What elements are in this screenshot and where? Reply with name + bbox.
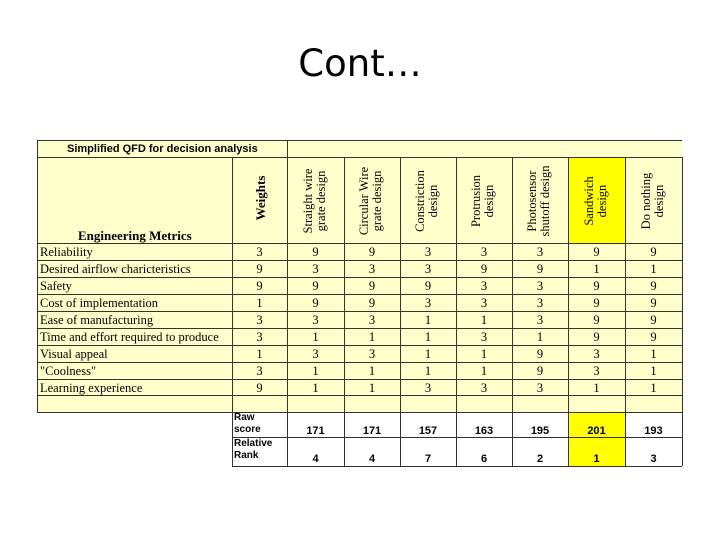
weight-value: 9 xyxy=(256,279,263,293)
metric-label: Desired airflow charicteristics xyxy=(40,262,191,276)
grid-line xyxy=(37,412,682,413)
score-cell: 9 xyxy=(650,330,657,344)
metric-label: Learning experience xyxy=(40,381,143,395)
score-cell: 9 xyxy=(368,279,376,293)
score-cell: 3 xyxy=(536,245,544,259)
design-header-line: Sandwich xyxy=(581,176,596,226)
score-cell: 9 xyxy=(650,296,657,310)
weight-value: 1 xyxy=(256,296,263,310)
score-cell: 3 xyxy=(424,381,432,395)
score-cell: 3 xyxy=(593,347,600,361)
score-cell: 1 xyxy=(368,381,376,395)
rank-value: 3 xyxy=(650,453,657,465)
score-cell: 1 xyxy=(312,330,319,344)
score-cell: 1 xyxy=(536,330,544,344)
raw-score-value: 171 xyxy=(362,425,382,437)
metric-label: "Coolness" xyxy=(40,364,97,378)
label-line: Raw xyxy=(234,412,255,423)
score-cell: 9 xyxy=(593,313,600,327)
score-cell: 1 xyxy=(312,364,319,378)
metric-label: Safety xyxy=(40,279,72,293)
weight-value: 9 xyxy=(256,381,263,395)
metric-label: Cost of implementation xyxy=(40,296,159,310)
score-cell: 1 xyxy=(480,313,488,327)
score-cell: 3 xyxy=(593,364,600,378)
label-line: score xyxy=(234,424,261,435)
score-cell: 3 xyxy=(312,313,319,327)
score-cell: 9 xyxy=(536,347,544,361)
score-cell: 9 xyxy=(650,313,657,327)
grid-line xyxy=(37,140,682,141)
score-cell: 1 xyxy=(650,364,657,378)
design-header-line: Straight wire xyxy=(300,168,315,234)
score-cell: 3 xyxy=(536,313,544,327)
design-header-line: design xyxy=(482,184,496,218)
score-cell: 1 xyxy=(480,347,488,361)
table-caption: Simplified QFD for decision analysis xyxy=(67,143,258,155)
score-cell: 9 xyxy=(650,279,657,293)
design-header-line: Circular Wire xyxy=(357,166,371,236)
score-cell: 1 xyxy=(480,364,488,378)
design-header xyxy=(583,160,611,242)
design-header xyxy=(470,160,498,242)
score-cell: 9 xyxy=(312,279,319,293)
metric-label: Ease of manufacturing xyxy=(40,313,154,327)
score-cell: 3 xyxy=(312,347,319,361)
score-cell: 3 xyxy=(480,296,488,310)
grid-line xyxy=(232,466,682,467)
design-header xyxy=(640,160,668,242)
grid-line xyxy=(37,157,682,158)
score-cell: 1 xyxy=(650,262,657,276)
score-cell: 9 xyxy=(593,330,600,344)
raw-score-value: 163 xyxy=(474,425,494,437)
label-line: Rank xyxy=(234,450,259,461)
score-cell: 3 xyxy=(480,245,488,259)
score-cell: 3 xyxy=(424,245,432,259)
rank-value: 1 xyxy=(593,453,600,465)
score-cell: 9 xyxy=(536,262,544,276)
score-cell: 3 xyxy=(424,296,432,310)
metric-label: Reliability xyxy=(40,245,93,259)
score-cell: 9 xyxy=(480,262,488,276)
score-cell: 9 xyxy=(536,364,544,378)
design-header-line: design xyxy=(651,184,666,218)
weight-value: 3 xyxy=(256,245,263,259)
weight-value: 1 xyxy=(256,347,263,361)
raw-score-value: 201 xyxy=(587,425,606,437)
score-cell: 9 xyxy=(368,245,376,259)
rank-value: 2 xyxy=(536,453,544,465)
grid-line xyxy=(37,140,38,412)
score-cell: 9 xyxy=(368,296,376,310)
rank-value: 6 xyxy=(480,453,488,465)
raw-score-value: 171 xyxy=(306,425,325,437)
score-cell: 9 xyxy=(593,245,600,259)
score-cell: 1 xyxy=(593,262,600,276)
design-header-line: Constriction xyxy=(413,170,427,232)
relative-rank-label xyxy=(234,438,272,462)
weight-value: 3 xyxy=(256,330,263,344)
rank-value: 7 xyxy=(424,453,432,465)
slide-title: Cont… xyxy=(298,42,422,85)
score-cell: 3 xyxy=(536,296,544,310)
design-header-line: grate design xyxy=(313,170,328,232)
score-cell: 3 xyxy=(368,347,376,361)
weight-value: 3 xyxy=(256,364,263,378)
score-cell: 1 xyxy=(650,381,657,395)
rank-value: 4 xyxy=(368,453,376,465)
weights-header: Weights xyxy=(252,175,268,221)
design-header xyxy=(302,160,330,242)
label-line: Relative xyxy=(234,438,273,449)
design-header-line: grate design xyxy=(370,170,384,232)
score-cell: 9 xyxy=(312,296,319,310)
design-header xyxy=(358,160,386,242)
score-cell: 1 xyxy=(424,347,432,361)
score-cell: 3 xyxy=(312,262,319,276)
grid-line xyxy=(232,437,682,438)
design-header-line: Photosensor xyxy=(525,170,539,232)
score-cell: 1 xyxy=(650,347,657,361)
score-cell: 3 xyxy=(424,262,432,276)
raw-score-value: 193 xyxy=(644,425,663,437)
design-header-line: shutoff design xyxy=(538,165,552,237)
score-cell: 1 xyxy=(593,381,600,395)
design-header-line: Protrusion xyxy=(469,174,483,228)
design-header-line: design xyxy=(426,184,440,218)
score-cell: 1 xyxy=(312,381,319,395)
score-cell: 9 xyxy=(424,279,432,293)
score-cell: 1 xyxy=(368,364,376,378)
design-header xyxy=(414,160,442,242)
score-cell: 9 xyxy=(593,296,600,310)
weight-value: 3 xyxy=(256,313,263,327)
raw-score-value: 195 xyxy=(530,425,550,437)
score-cell: 1 xyxy=(368,330,376,344)
grid-line xyxy=(682,412,683,466)
raw-score-value: 157 xyxy=(418,425,438,437)
design-header xyxy=(526,160,554,242)
score-cell: 1 xyxy=(424,313,432,327)
metric-label: Time and effort required to produce xyxy=(40,330,219,344)
score-cell: 1 xyxy=(424,364,432,378)
rank-value: 4 xyxy=(312,453,319,465)
design-header-line: design xyxy=(594,184,609,218)
score-cell: 3 xyxy=(480,381,488,395)
score-cell: 3 xyxy=(536,381,544,395)
weight-value: 9 xyxy=(256,262,263,276)
score-cell: 3 xyxy=(480,330,488,344)
score-cell: 3 xyxy=(536,279,544,293)
metrics-header: Engineering Metrics xyxy=(78,228,192,243)
score-cell: 3 xyxy=(368,313,376,327)
score-cell: 9 xyxy=(312,245,319,259)
score-cell: 3 xyxy=(480,279,488,293)
score-cell: 3 xyxy=(368,262,376,276)
score-cell: 9 xyxy=(593,279,600,293)
design-header-line: Do nothing xyxy=(638,172,653,230)
score-cell: 9 xyxy=(650,245,657,259)
score-cell: 1 xyxy=(424,330,432,344)
metric-label: Visual appeal xyxy=(40,347,108,361)
raw-score-label xyxy=(234,412,261,436)
